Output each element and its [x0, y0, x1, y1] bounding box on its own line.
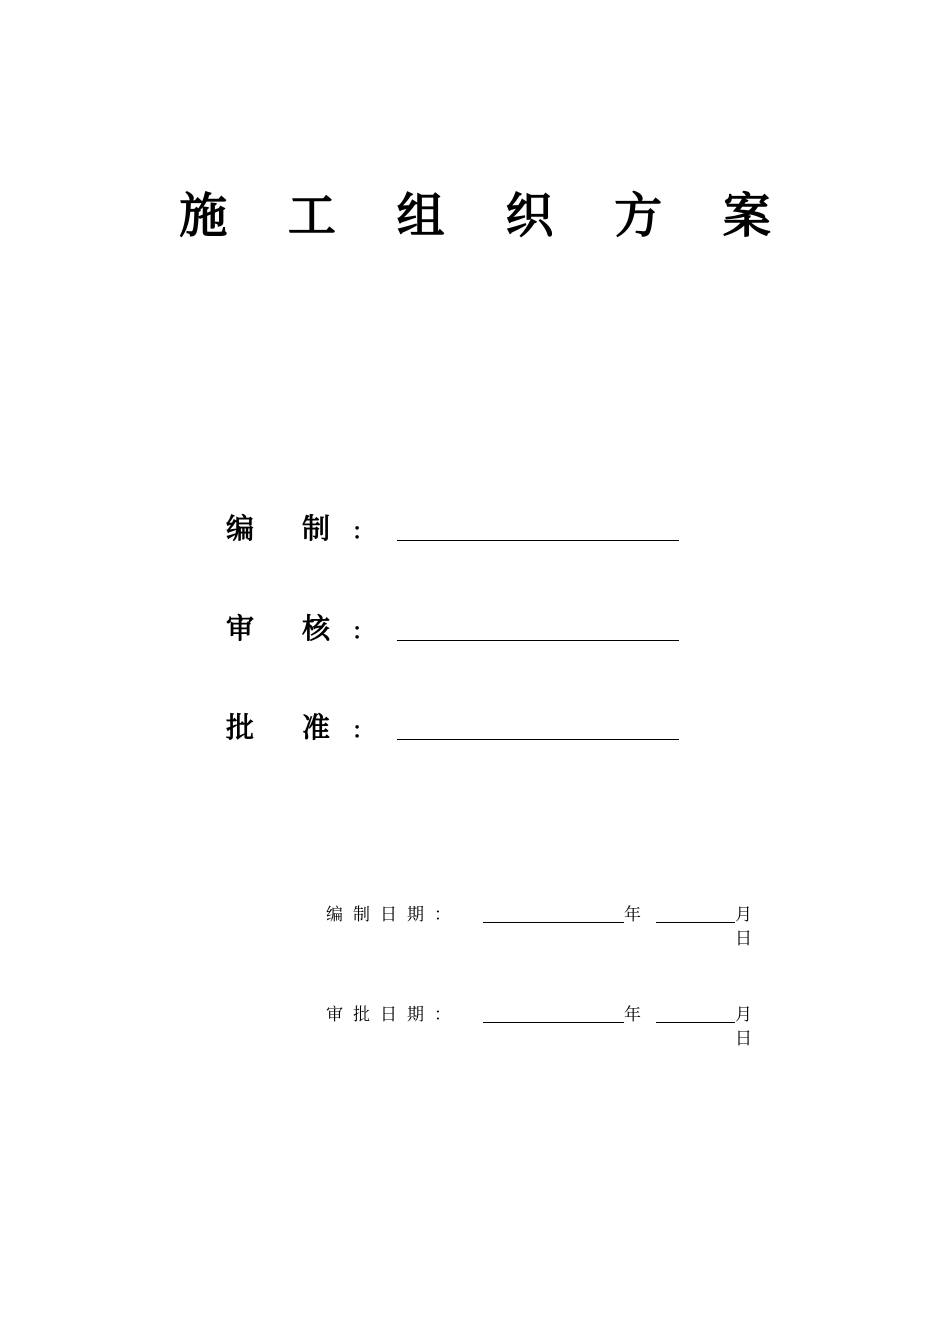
year-blank-line	[483, 1022, 624, 1023]
month-blank-line	[656, 1022, 735, 1023]
signature-row-approver	[226, 711, 686, 755]
approver-signature-line	[397, 739, 679, 740]
compile-date-row	[326, 903, 766, 953]
compiler-signature-line	[397, 540, 679, 541]
signature-row-reviewer	[226, 612, 686, 656]
year-blank-line	[483, 922, 624, 923]
signature-label-char: 审	[226, 612, 255, 645]
signature-colon: ：	[352, 620, 375, 645]
document-title: 施 工 组 织 方 案	[179, 188, 793, 244]
signature-colon: ：	[352, 719, 375, 744]
day-label: 日	[735, 1029, 752, 1049]
month-label: 月	[735, 1005, 752, 1025]
year-label: 年	[624, 905, 641, 925]
month-blank-line	[656, 922, 735, 923]
signature-label-char: 编	[226, 512, 255, 545]
signature-label-char: 制	[302, 512, 331, 545]
approval-date-row	[326, 1003, 766, 1053]
signature-label-char: 批	[226, 711, 255, 744]
reviewer-signature-line	[397, 640, 679, 641]
signature-label-char: 核	[302, 612, 331, 645]
approval-date-label: 审批日期：	[326, 1005, 461, 1025]
signature-row-compiler	[226, 512, 686, 556]
month-label: 月	[735, 905, 752, 925]
compile-date-label: 编制日期：	[326, 905, 461, 925]
day-label: 日	[735, 929, 752, 949]
year-label: 年	[624, 1005, 641, 1025]
signature-colon: ：	[352, 520, 375, 545]
signature-label-char: 准	[302, 711, 331, 744]
